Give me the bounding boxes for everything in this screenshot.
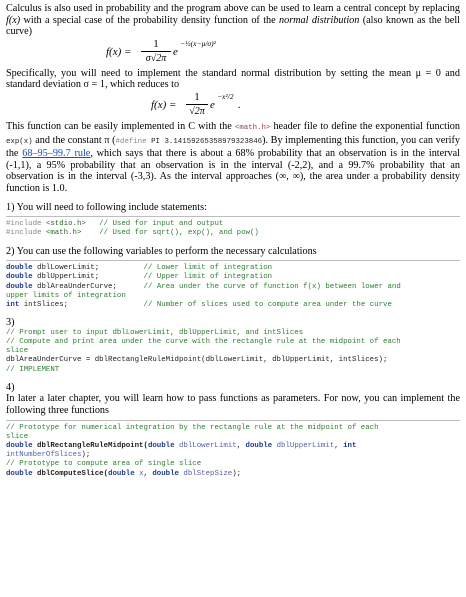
normal-pdf-equation: [6, 38, 460, 68]
section-2-heading: 2) You can use the following variables to perform the necessary calculations: [6, 245, 317, 257]
eq1-fraction: [141, 38, 171, 65]
eq2-exponent: −x²/2: [217, 91, 234, 101]
code-comment: // IMPLEMENT: [6, 365, 60, 374]
section-1-heading: 1) You will need to following include statements:: [6, 201, 207, 213]
eq2-numerator: 1: [194, 90, 200, 103]
code-comment: // Prompt user to input dblLowerLimit, dblUpperLimit, and intSlices: [6, 328, 304, 337]
code-type: double: [245, 441, 277, 450]
code-pad: [99, 273, 143, 281]
code-comment: // Prototype for numerical integration by the rectangle rule at the midpoint of each: [6, 423, 379, 432]
code-comment: // Number of slices used to compute area under the curve: [143, 300, 392, 309]
code-type: double: [6, 264, 38, 273]
impl-text-e: , which says that there is about a 68% probability that an observation is in the interval (-1,1), a 95% probability that an observation is in the interval (-2,2), and a 99.7% probability that an observation is in the interval (-3,3). As the interval approaches (∞, ∞), the area under a probability density function is 1.0.: [6, 148, 460, 194]
code-type: double: [6, 441, 38, 450]
code-param: dblUpperLimit: [276, 441, 335, 450]
normal-distribution-term: normal distribution: [279, 14, 360, 26]
code-type: double: [6, 282, 38, 291]
code-comment: // Lower limit of integration: [143, 264, 273, 273]
code-comment: // Area under the curve of function f(x) between lower and: [143, 282, 401, 291]
empirical-rule-link[interactable]: 68–95–99.7 rule: [22, 148, 91, 160]
eq2-period: .: [238, 98, 241, 111]
code-sep: ,: [334, 441, 344, 450]
code-type: int: [343, 441, 357, 450]
code-comment: upper limits of integration: [6, 291, 126, 300]
implementation-paragraph: [6, 121, 460, 195]
code-pad: [117, 283, 144, 291]
code-comment: slice: [6, 347, 29, 356]
code-var: dblLowerLimit;: [37, 264, 100, 273]
code-pad: [99, 264, 143, 272]
code-param: intNumberOfSlices: [6, 451, 82, 460]
eq2-fraction: [186, 91, 208, 118]
eq1-numerator: 1: [153, 37, 159, 50]
code-sep: ,: [143, 469, 153, 478]
code-end: );: [232, 469, 242, 478]
code-type: double: [108, 469, 140, 478]
impl-text-c: and the constant π (: [32, 134, 116, 146]
code-comment: // Upper limit of integration: [143, 273, 273, 282]
eq2-e: e: [210, 98, 215, 111]
code-function-name: dblRectangleRuleMidpoint(: [37, 441, 148, 450]
eq2-lhs: f(x) =: [151, 98, 177, 111]
code-type: double: [6, 273, 38, 282]
divider: [6, 216, 460, 217]
standard-normal-equation: [6, 91, 460, 121]
code-type: double: [6, 469, 38, 478]
math-h-inline: <math.h>: [234, 123, 271, 132]
standard-normal-paragraph: Specifically, you will need to implement the standard normal distribution by setting the mean μ = 0 and standard deviation σ = 1, which reduces to: [6, 67, 460, 91]
code-var: dblAreaUnderCurve;: [37, 282, 117, 291]
impl-text-a: This function can be easily implemented in C with the: [6, 120, 235, 132]
eq1-exponent: −½(x−μ/σ)²: [180, 38, 216, 48]
code-type: int: [6, 300, 24, 309]
code-comment: // Prototype to compute area of single slice: [6, 460, 202, 469]
intro-text-b: with a special case of the probability density function of the: [20, 14, 280, 26]
eq1-e: e: [173, 45, 178, 58]
intro-text-c: (also known as the bell curve): [6, 14, 460, 38]
code-var: intSlices;: [23, 300, 69, 309]
code-type: double: [147, 441, 179, 450]
section-4-text: In later a later chapter, you will learn how to pass functions as parameters. For now, you can implement the following three functions: [6, 393, 460, 416]
code-comment: slice: [6, 432, 29, 441]
impl-text-b: header file to define the exponential function: [270, 120, 460, 132]
code-param: dblStepSize: [183, 469, 233, 478]
impl-text-d: ). By implementing this function, you can verify the: [6, 134, 460, 160]
divider: [6, 420, 460, 421]
eq1-lhs: f(x) =: [106, 45, 132, 58]
include-code-block: [6, 220, 460, 238]
code-pad: [68, 301, 143, 309]
code-function-name: dblComputeSlice(: [37, 469, 109, 478]
code-statement: dblAreaUnderCurve = dblRectangleRuleMidpoint(dblLowerLimit, dblUpperLimit, intSlices);: [6, 356, 388, 365]
section-3-heading: 3): [6, 317, 15, 329]
code-param: x: [139, 469, 144, 478]
fx-symbol: f(x): [6, 14, 21, 26]
include-directive: #include: [6, 229, 46, 238]
pi-inline: PI 3.14159265358979323846: [146, 137, 263, 146]
code-sep: ,: [236, 441, 246, 450]
section-4-heading: 4): [6, 381, 15, 393]
code-comment: // Compute and print area under the curve with the rectangle rule at the midpoint of each: [6, 337, 401, 346]
stdio-header: <stdio.h>: [45, 220, 86, 229]
intro-paragraph: [6, 3, 460, 38]
code-var: dblUpperLimit;: [37, 273, 100, 282]
exp-inline: exp(x): [6, 137, 33, 146]
prototypes-code-block: [6, 424, 460, 479]
eq2-denominator: √2π: [189, 105, 205, 117]
divider: [6, 260, 460, 261]
code-param: dblLowerLimit: [178, 441, 237, 450]
main-code-block: [6, 329, 460, 375]
define-inline: #define: [115, 137, 147, 146]
code-end: );: [81, 451, 91, 460]
eq1-denominator: σ√2π: [145, 52, 167, 64]
variables-code-block: [6, 264, 460, 310]
stdio-comment: // Used for input and output: [85, 220, 224, 229]
math-comment: // Used for sqrt(), exp(), and pow(): [81, 229, 259, 238]
intro-text-a: Calculus is also used in probability and the program above can be used to learn a central concept by replacing: [6, 3, 460, 14]
code-type: double: [152, 469, 184, 478]
include-directive: #include: [6, 220, 46, 229]
math-header: <math.h>: [45, 229, 82, 238]
